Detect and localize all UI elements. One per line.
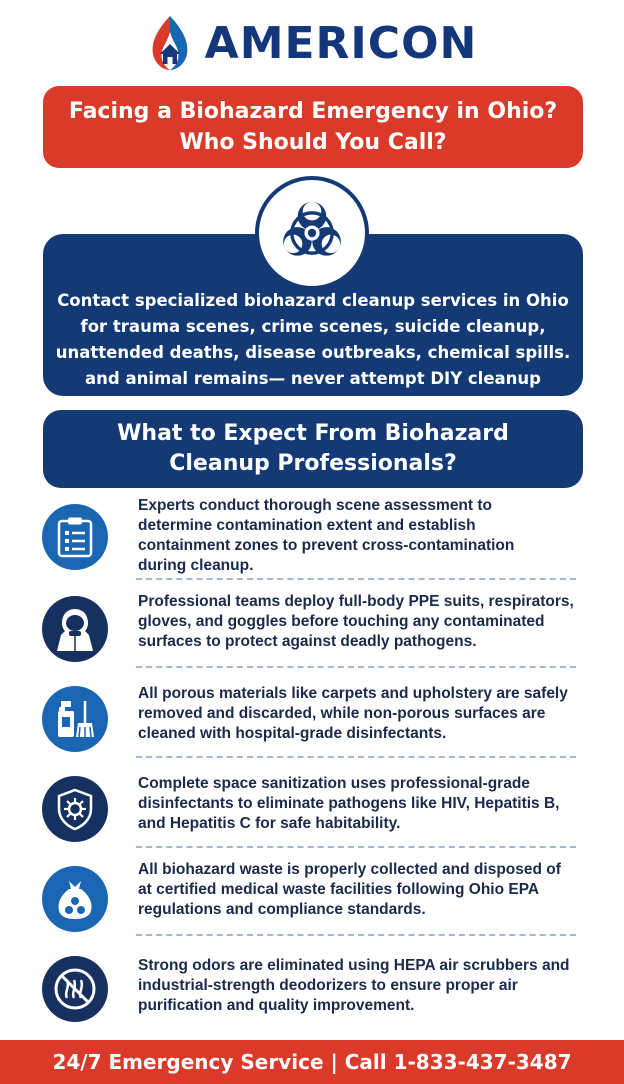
section-title-line-2: Cleanup Professionals? (169, 451, 457, 476)
item-line: Professional teams deploy full-body PPE suits, respirators, (138, 593, 574, 610)
biohazard-bag-icon (42, 866, 108, 932)
item-line: Complete space sanitization uses professional-grade (138, 775, 530, 792)
item-line: regulations and compliance standards. (138, 901, 426, 918)
item-line: Strong odors are eliminated using HEPA air scrubbers and (138, 957, 570, 974)
intro-line: unattended deaths, disease outbreaks, chemical spills. (55, 343, 571, 362)
item-line: disinfectants to eliminate pathogens like HIV, Hepatitis B, (138, 795, 560, 812)
item-line: industrial-strength deodorizers to ensure proper air (138, 977, 518, 994)
intro-line: for trauma scenes, crime scenes, suicide cleanup, (80, 317, 546, 336)
brand-logo (0, 10, 624, 76)
item-line: determine contamination extent and establish (138, 517, 476, 534)
item-line: removed and discarded, while non-porous surfaces are (138, 705, 546, 722)
item-line: surfaces to protect against deadly pathogens. (138, 633, 477, 650)
emergency-call-text: 24/7 Emergency Service | Call 1-833-437-3487 (52, 1050, 572, 1074)
headline-line-1: Facing a Biohazard Emergency in Ohio? (68, 99, 558, 124)
item-line: at certified medical waste facilities following Ohio EPA (138, 881, 540, 898)
hazmat-suit-icon (42, 596, 108, 662)
headline-line-2: Who Should You Call? (179, 130, 447, 155)
biohazard-icon (270, 191, 354, 275)
virus-shield-icon (42, 776, 108, 842)
no-odor-icon (42, 956, 108, 1022)
divider (136, 846, 576, 848)
item-text (138, 774, 598, 834)
cleaning-supplies-icon (42, 686, 108, 752)
item-line: All porous materials like carpets and upholstery are safely (138, 685, 568, 702)
intro-line: and animal remains— never attempt DIY cleanup (85, 369, 541, 388)
item-line: cleaned with hospital-grade disinfectants. (138, 725, 447, 742)
intro-text (43, 288, 583, 392)
headline-banner (43, 86, 583, 168)
item-line: gloves, and goggles before touching any contaminated (138, 613, 545, 630)
item-text (138, 860, 598, 920)
section-title-line-1: What to Expect From Biohazard (117, 421, 509, 446)
divider (136, 578, 576, 580)
biohazard-badge (255, 176, 369, 290)
emergency-footer (0, 1040, 624, 1084)
clipboard-icon (42, 504, 108, 570)
item-line: and Hepatitis C for safe habitability. (138, 815, 401, 832)
intro-line: Contact specialized biohazard cleanup services in Ohio (57, 291, 569, 310)
item-line: purification and quality improvement. (138, 997, 415, 1014)
item-text (138, 956, 598, 1016)
item-text (138, 496, 598, 576)
item-line: containment zones to prevent cross-contamination (138, 537, 515, 554)
item-text (138, 592, 598, 652)
divider (136, 756, 576, 758)
flame-house-icon (147, 14, 193, 72)
item-text (138, 684, 598, 744)
divider (136, 666, 576, 668)
item-line: Experts conduct thorough scene assessment to (138, 497, 493, 514)
divider (136, 934, 576, 936)
section-banner (43, 410, 583, 488)
item-line: during cleanup. (138, 557, 254, 574)
item-line: All biohazard waste is properly collected and disposed of (138, 861, 561, 878)
brand-name: AMERICON (204, 17, 478, 69)
